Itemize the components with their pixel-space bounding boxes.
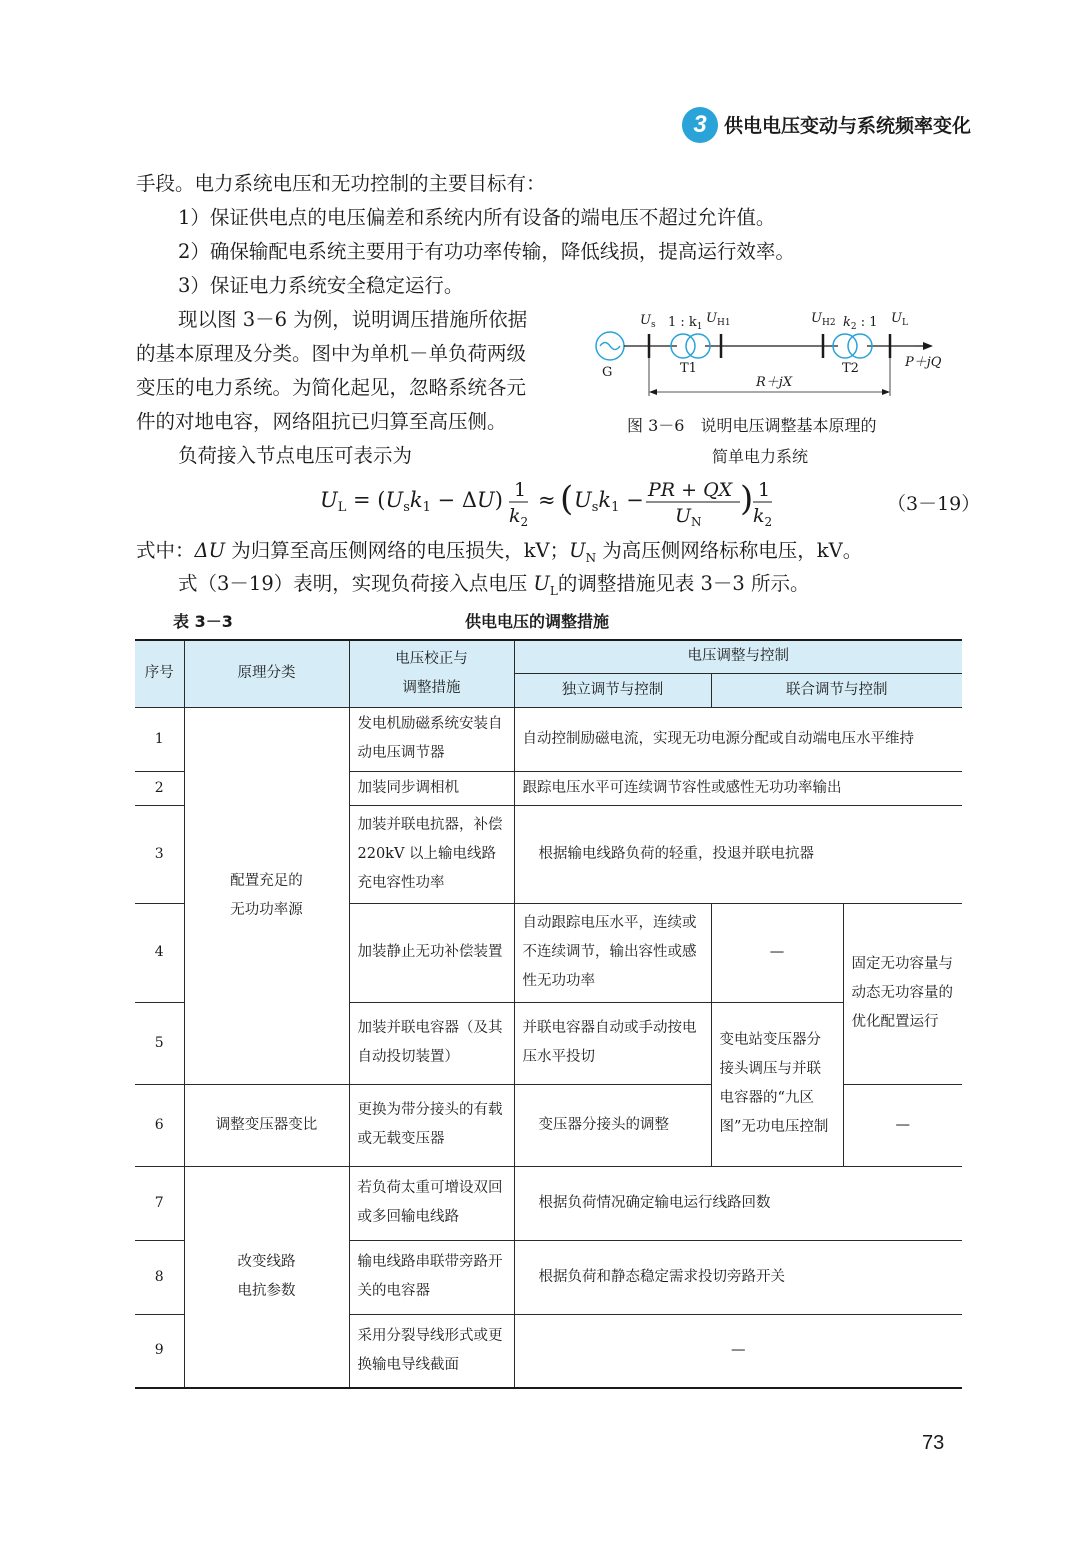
label-uh2: U	[811, 311, 822, 326]
joint-fixed-dynamic: 固定无功容量与动态无功容量的优化配置运行	[843, 903, 962, 1084]
svg-text:UH2: $U_{H2}$	[811, 311, 836, 328]
svg-text:UL = (Usk1 − ΔU): UL = (Usk1 − ΔU)	[320, 488, 503, 515]
chapter-title: 供电电压变动与系统频率变化	[724, 115, 972, 137]
svg-text:PR + QX: PR + QX	[648, 479, 733, 501]
conclusion-line: 式（3－19）表明，实现负荷接入点电压 $U_L$的调整措施见表 3－3 所示。	[178, 572, 810, 598]
label-generator: G	[602, 365, 613, 380]
example-line-3: 变压的电力系统。为简化起见，忽略系统各元	[136, 376, 527, 399]
group-reactive-source: 配置充足的 无功功率源	[184, 707, 349, 1084]
label-load: P＋jQ	[905, 355, 942, 370]
header-joint: 联合调节与控制	[711, 673, 962, 707]
svg-text:UN: $U_N$	[675, 505, 702, 529]
header-principle: 原理分类	[184, 640, 349, 707]
power-system-diagram	[585, 300, 955, 400]
figure-caption-line-2: 简单电力系统	[712, 447, 809, 466]
example-line-4: 件的对地电容，网络阻抗已归算至高压侧。	[136, 410, 507, 433]
chapter-number-badge: 3	[682, 107, 718, 143]
load-arrow-icon	[923, 342, 933, 350]
table-row: 2 加装同步调相机 跟踪电压水平可连续调节容性或感性无功功率输出	[135, 771, 962, 805]
goal-3: 3）保证电力系统安全稳定运行。	[178, 274, 464, 297]
header-measure: 电压校正与 调整措施	[349, 640, 514, 707]
table-caption-number: 表 3－3	[173, 612, 233, 631]
label-ratio2: k	[843, 315, 851, 330]
svg-text:k2 : 1: $k_2$ : 1	[843, 315, 878, 332]
joint-nine-zone: 变电站变压器分接头调压与并联电容器的“九区图”无功电压控制	[711, 1002, 843, 1166]
equation-number: （3－19）	[887, 493, 981, 515]
label-impedance: R＋jX	[756, 375, 793, 390]
table-row: 6 调整变压器变比 更换为带分接头的有载或无载变压器 变压器分接头的调整 —	[135, 1084, 962, 1166]
group-line-reactance: 改变线路 电抗参数	[184, 1166, 349, 1388]
label-us: U	[640, 313, 651, 328]
svg-text:UH1: $U_{H1}$	[706, 311, 731, 328]
intro-lead: 手段。电力系统电压和无功控制的主要目标有：	[136, 172, 546, 195]
equation-3-19	[318, 474, 788, 534]
goal-2: 2）确保输配电系统主要用于有功功率传输，降低线损，提高运行效率。	[178, 240, 795, 263]
svg-text:(: (	[560, 479, 574, 519]
svg-text:): )	[740, 479, 754, 519]
table-row: 4 加装静止无功补偿装置 自动跟踪电压水平，连续或不连续调节，输出容性或感性无功功率 — 固定无功容量与动态无功容量的优化配置运行	[135, 903, 962, 1002]
label-t2: T2	[842, 361, 859, 376]
header-seq: 序号	[135, 640, 184, 707]
header-independent: 独立调节与控制	[514, 673, 711, 707]
ac-source-icon	[600, 343, 620, 350]
svg-text:1: 1	[514, 479, 527, 501]
header-control: 电压调整与控制	[514, 640, 962, 673]
where-line: 式中：ΔU 为归算至高压侧网络的电压损失，kV；$U_N$ 为高压侧网络标称电压，kV。	[136, 539, 863, 565]
goal-1: 1）保证供电点的电压偏差和系统内所有设备的端电压不超过允许值。	[178, 206, 776, 229]
svg-text:Usk1 −: Usk1 −	[574, 488, 644, 515]
svg-text:1 : k1: 1 : $k_1$	[668, 315, 703, 332]
label-t1: T1	[680, 361, 697, 376]
figure-caption-line-1: 图 3－6 说明电压调整基本原理的	[627, 416, 877, 435]
svg-text:k2: $k_2$	[753, 505, 773, 529]
svg-text:Us: $U_s$	[640, 313, 656, 330]
label-uh1: U	[706, 311, 717, 326]
svg-text:k2: $k_2$	[509, 505, 529, 529]
table-row: 3 加装并联电抗器，补偿 220kV 以上输电线路充电容性功率 根据输电线路负荷的轻重，投退并联电抗器	[135, 805, 962, 903]
table-row: 5 加装并联电容器（及其自动投切装置） 并联电容器自动或手动按电压水平投切 变电站变压器分接头调压与并联电容器的“九区图”无功电压控制	[135, 1002, 962, 1084]
page-number: 73	[922, 1432, 945, 1454]
example-line-2: 的基本原理及分类。图中为单机－单负荷两级	[136, 342, 527, 365]
svg-text:1: 1	[758, 479, 771, 501]
svg-text:≈: ≈	[538, 488, 556, 512]
example-line-5: 负荷接入节点电压可表示为	[178, 444, 413, 467]
table-row: 9 采用分裂导线形式或更换输电导线截面 —	[135, 1314, 962, 1388]
table-row: 7 改变线路 电抗参数 若负荷太重可增设双回或多回输电线路 根据负荷情况确定输电运行线路回数	[135, 1166, 962, 1240]
table-row: 1 配置充足的 无功功率源 发电机励磁系统安装自动电压调节器 自动控制励磁电流，实现无功电源分配或自动端电压水平维持	[135, 707, 962, 771]
label-ratio1: 1 : k	[668, 315, 697, 330]
label-ul: U	[891, 311, 902, 326]
svg-text:UL: $U_L$	[891, 311, 908, 328]
example-line-1: 现以图 3－6 为例，说明调压措施所依据	[178, 308, 528, 331]
group-transformer-ratio: 调整变压器变比	[184, 1084, 349, 1166]
table-caption-title: 供电电压的调整措施	[465, 612, 610, 631]
voltage-adjustment-table	[135, 639, 962, 1389]
table-row: 8 输电线路串联带旁路开关的电容器 根据负荷和静态稳定需求投切旁路开关	[135, 1240, 962, 1314]
